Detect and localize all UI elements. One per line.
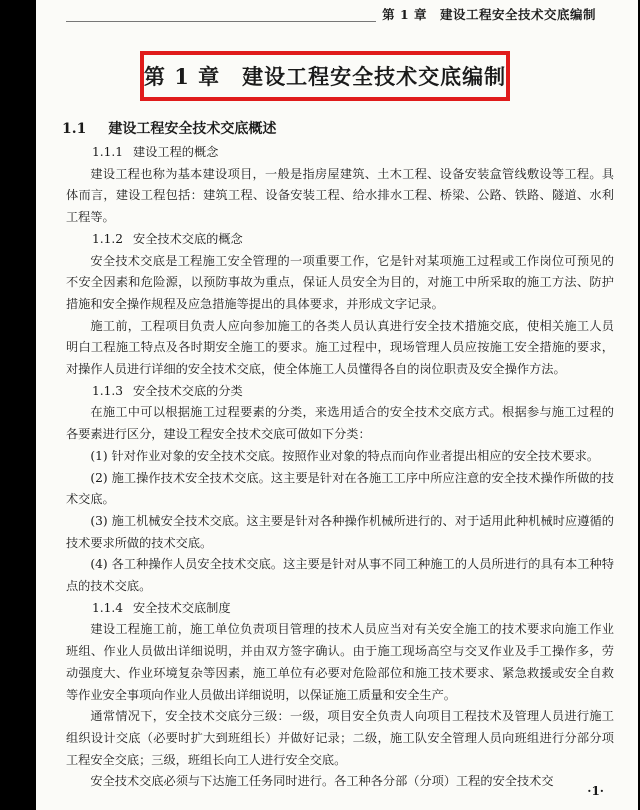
paragraph: 在施工中可以根据施工过程要素的分类，来选用适合的安全技术交底方式。根据参与施工过程的各要素进行区分，建设工程安全技术交底可做如下分类：: [66, 405, 614, 442]
section-heading: [62, 118, 276, 138]
subsection-heading-1-1-4: [66, 598, 614, 620]
subsection-number: 1.1.4: [92, 600, 124, 615]
subsection-heading-1-1-3: [66, 381, 614, 403]
subsection-number: 1.1.3: [92, 383, 124, 398]
paragraph: 施工前，工程项目负责人应向参加施工的各类人员认真进行安全技术措施交底，使相关施工人员明白工程施工特点及各时期安全施工的要求。施工过程中，现场管理人员应按施工安全措施的要求，对操作人员进行详细的安全技术交底，使全体施工人员懂得各自的岗位职责及安全操作方法。: [66, 318, 614, 377]
header-rule: [66, 21, 376, 22]
list-item: (1) 针对作业对象的安全技术交底。按照作业对象的特点而向作业者提出相应的安全技术要求。: [90, 448, 600, 463]
paragraph: 安全技术交底必须与下达施工任务同时进行。各工种各分部（分项）工程的安全技术交: [90, 774, 554, 789]
subsection-heading-1-1-2: [66, 229, 614, 251]
section-number: 1.1: [62, 121, 87, 137]
body-text: [66, 142, 614, 793]
paragraph: 安全技术交底是工程施工安全管理的一项重要工作，它是针对某项施工过程或工作岗位可预见的不安全因素和危险源，以预防事故为重点，保证人员安全为目的，对施工中所采取的施工方法、防护措施和安全操作规程及应急措施等提出的具体要求，并形成文字记录。: [66, 253, 614, 311]
paragraph: 建设工程也称为基本建设项目，一般是指房屋建筑、土木工程、设备安装盒管线敷设等工程。具体而言，建设工程包括：建筑工程、设备安装工程、给水排水工程、桥梁、公路、铁路、隧道、水利工程等。: [66, 166, 614, 225]
subsection-number: 1.1.1: [92, 145, 124, 159]
subsection-number: 1.1.2: [92, 231, 124, 246]
subsection-heading-1-1-1: [66, 142, 614, 164]
paragraph: 通常情况下，安全技术交底分三级：一级，项目安全负责人向项目工程技术及管理人员进行施工组织设计交底（必要时扩大到班组长）并做好记录；二级，施工队安全管理人员向班组进行分部分项工程安全交底；三级，班组长向工人进行安全交底。: [66, 709, 614, 767]
subsection-title: 安全技术交底制度: [133, 600, 231, 615]
chapter-title-highlight: [140, 51, 510, 101]
subsection-title: 安全技术交底的分类: [133, 383, 243, 398]
document-page: [36, 0, 638, 810]
page-number: ·1·: [587, 784, 604, 798]
list-item: (4) 各工种操作人员安全技术交底。这主要是针对从事不同工种施工的人员所进行的具有本工种特点的技术交底。: [66, 557, 614, 594]
running-title: 第 1 章 建设工程安全技术交底编制: [382, 7, 596, 22]
chapter-title: 第 1 章 建设工程安全技术交底编制: [143, 64, 507, 89]
list-item: (3) 施工机械安全技术交底。这主要是针对各种操作机械所进行的、对于适用此种机械时应遵循的技术要求所做的技术交底。: [66, 513, 614, 550]
subsection-title: 安全技术交底的概念: [133, 231, 243, 246]
list-item: (2) 施工操作技术安全技术交底。这主要是针对在各施工工序中所应注意的安全技术操作所做的技术交底。: [66, 470, 614, 507]
subsection-title: 建设工程的概念: [133, 145, 219, 159]
section-title: 建设工程安全技术交底概述: [108, 121, 277, 137]
running-header: [36, 0, 638, 28]
paragraph: 建设工程施工前，施工单位负责项目管理的技术人员应当对有关安全施工的技术要求向施工作业班组、作业人员做出详细说明，并由双方签字确认。由于施工现场高空与交叉作业及手工操作多，劳动强度大、作业环境复杂等因素，施工单位有必要对危险部位和施工技术要求、紧急救援或安全自救等作业安全事项向作业人员做出详细说明，以保证施工质量和安全生产。: [66, 622, 614, 702]
